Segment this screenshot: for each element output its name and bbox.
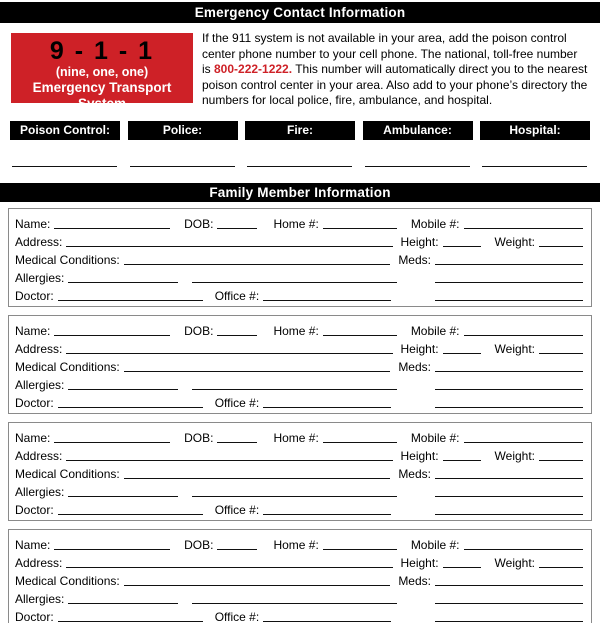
dob-write-in-line: [217, 334, 257, 336]
member-row-address: [15, 553, 583, 571]
dob-label: DOB:: [184, 323, 214, 338]
doctor-label: Doctor:: [15, 502, 54, 517]
home-phone-write-in-line: [323, 441, 397, 443]
mobile-phone-label: Mobile #:: [410, 323, 460, 338]
meds-label: Meds:: [398, 573, 431, 588]
allergies-label: Allergies:: [15, 484, 65, 499]
name-label: Name:: [15, 216, 51, 231]
member-row-doctor: [15, 393, 583, 411]
address-write-in-line: [66, 566, 392, 568]
meds-continuation-line-2: [435, 620, 583, 622]
allergies-label: Allergies:: [15, 591, 65, 606]
contact-label-hospital: Hospital:: [480, 121, 590, 140]
allergies-write-in-line-1: [68, 495, 178, 497]
emergency-contact-write-in-lines: [12, 165, 587, 167]
office-phone-label: Office #:: [214, 395, 260, 410]
meds-write-in-line: [435, 370, 583, 372]
meds-write-in-line: [435, 263, 583, 265]
instructions-text-before: If the 911 system is not available in your area, add the poison control center phone number to your cell phone. The national, toll-free number is: [202, 31, 578, 77]
dob-write-in-line: [217, 441, 257, 443]
meds-write-in-line: [435, 584, 583, 586]
allergies-write-in-line-2: [192, 602, 397, 604]
meds-label: Meds:: [398, 359, 431, 374]
height-write-in-line: [443, 459, 481, 461]
hospital-write-in-line: [482, 165, 587, 167]
member-row-medical: [15, 250, 583, 268]
poison-control-instructions-paragraph: [202, 31, 588, 109]
police-write-in-line: [130, 165, 235, 167]
member-row-allergies: [15, 482, 583, 500]
meds-write-in-line: [435, 477, 583, 479]
allergies-label: Allergies:: [15, 377, 65, 392]
allergies-write-in-line-2: [192, 388, 397, 390]
allergies-write-in-line-1: [68, 388, 178, 390]
allergies-label: Allergies:: [15, 270, 65, 285]
911-emergency-box: [11, 33, 193, 111]
mobile-phone-write-in-line: [464, 334, 583, 336]
emergency-info-section: [11, 33, 588, 109]
member-row-allergies: [15, 268, 583, 286]
weight-label: Weight:: [494, 448, 535, 463]
height-label: Height:: [400, 448, 439, 463]
office-phone-write-in-line: [263, 406, 391, 408]
weight-label: Weight:: [494, 555, 535, 570]
911-number-text: 9 - 1 - 1: [49, 37, 155, 65]
height-write-in-line: [443, 245, 481, 247]
member-row-medical: [15, 464, 583, 482]
name-write-in-line: [54, 227, 170, 229]
medical-conditions-write-in-line: [124, 584, 391, 586]
allergies-write-in-line-2: [192, 281, 397, 283]
meds-continuation-line-1: [435, 602, 583, 604]
member-row-allergies: [15, 375, 583, 393]
mobile-phone-label: Mobile #:: [410, 216, 460, 231]
weight-label: Weight:: [494, 234, 535, 249]
weight-write-in-line: [539, 566, 583, 568]
member-row-medical: [15, 571, 583, 589]
allergies-write-in-line-1: [68, 602, 178, 604]
home-phone-write-in-line: [323, 334, 397, 336]
mobile-phone-label: Mobile #:: [410, 430, 460, 445]
allergies-write-in-line-1: [68, 281, 178, 283]
family-member-block: [8, 208, 592, 307]
home-phone-label: Home #:: [273, 430, 319, 445]
member-row-doctor: [15, 286, 583, 304]
contact-label-ambulance: Ambulance:: [363, 121, 473, 140]
dob-label: DOB:: [184, 430, 214, 445]
contact-label-police: Police:: [128, 121, 238, 140]
mobile-phone-write-in-line: [464, 441, 583, 443]
address-label: Address:: [15, 234, 63, 249]
meds-continuation-line-1: [435, 495, 583, 497]
medical-conditions-write-in-line: [124, 370, 391, 372]
medical-conditions-label: Medical Conditions:: [15, 466, 120, 481]
name-write-in-line: [54, 334, 170, 336]
doctor-label: Doctor:: [15, 288, 54, 303]
mobile-phone-write-in-line: [464, 227, 583, 229]
member-row-name: [15, 535, 583, 553]
name-label: Name:: [15, 430, 51, 445]
poison-control-write-in-line: [12, 165, 117, 167]
doctor-write-in-line: [58, 299, 203, 301]
doctor-write-in-line: [58, 406, 203, 408]
weight-label: Weight:: [494, 341, 535, 356]
911-phonetic-text: (nine, one, one): [55, 65, 149, 79]
instructions-text-after: This number will automatically direct you to the nearest poison control center in your area. Also add to your phone’s directory the numbers for local police, fire, ambulance, and hospital.: [202, 62, 588, 108]
page-title: Emergency Contact Information: [0, 2, 600, 23]
office-phone-label: Office #:: [214, 609, 260, 623]
name-label: Name:: [15, 323, 51, 338]
member-row-address: [15, 232, 583, 250]
height-label: Height:: [400, 234, 439, 249]
member-row-doctor: [15, 500, 583, 518]
poison-control-phone-number: 800-222-1222.: [214, 62, 293, 77]
home-phone-label: Home #:: [273, 216, 319, 231]
weight-write-in-line: [539, 459, 583, 461]
office-phone-write-in-line: [263, 513, 391, 515]
weight-write-in-line: [539, 245, 583, 247]
family-member-block: [8, 315, 592, 414]
member-row-name: [15, 428, 583, 446]
weight-write-in-line: [539, 352, 583, 354]
address-write-in-line: [66, 459, 392, 461]
family-section-title: Family Member Information: [0, 183, 600, 202]
meds-continuation-line-1: [435, 281, 583, 283]
name-label: Name:: [15, 537, 51, 552]
name-write-in-line: [54, 441, 170, 443]
name-write-in-line: [54, 548, 170, 550]
dob-write-in-line: [217, 548, 257, 550]
meds-label: Meds:: [398, 466, 431, 481]
office-phone-label: Office #:: [214, 288, 260, 303]
member-row-allergies: [15, 589, 583, 607]
fire-write-in-line: [247, 165, 352, 167]
member-row-medical: [15, 357, 583, 375]
contact-label-fire: Fire:: [245, 121, 355, 140]
dob-label: DOB:: [184, 216, 214, 231]
height-label: Height:: [400, 555, 439, 570]
member-row-doctor: [15, 607, 583, 623]
doctor-write-in-line: [58, 620, 203, 622]
home-phone-write-in-line: [323, 227, 397, 229]
member-row-name: [15, 321, 583, 339]
height-label: Height:: [400, 341, 439, 356]
address-label: Address:: [15, 448, 63, 463]
doctor-label: Doctor:: [15, 395, 54, 410]
home-phone-label: Home #:: [273, 323, 319, 338]
meds-continuation-line-2: [435, 406, 583, 408]
member-row-name: [15, 214, 583, 232]
ambulance-write-in-line: [365, 165, 470, 167]
height-write-in-line: [443, 566, 481, 568]
medical-conditions-write-in-line: [124, 263, 391, 265]
family-member-block: [8, 422, 592, 521]
member-row-address: [15, 339, 583, 357]
family-member-block: [8, 529, 592, 623]
height-write-in-line: [443, 352, 481, 354]
office-phone-write-in-line: [263, 299, 391, 301]
home-phone-label: Home #:: [273, 537, 319, 552]
dob-write-in-line: [217, 227, 257, 229]
emergency-contact-labels-row: [10, 121, 590, 140]
meds-continuation-line-2: [435, 299, 583, 301]
office-phone-write-in-line: [263, 620, 391, 622]
contact-label-poison-control: Poison Control:: [10, 121, 120, 140]
doctor-write-in-line: [58, 513, 203, 515]
address-label: Address:: [15, 555, 63, 570]
home-phone-write-in-line: [323, 548, 397, 550]
medical-conditions-label: Medical Conditions:: [15, 573, 120, 588]
meds-continuation-line-2: [435, 513, 583, 515]
address-write-in-line: [66, 245, 392, 247]
meds-continuation-line-1: [435, 388, 583, 390]
medical-conditions-label: Medical Conditions:: [15, 359, 120, 374]
office-phone-label: Office #:: [214, 502, 260, 517]
medical-conditions-write-in-line: [124, 477, 391, 479]
doctor-label: Doctor:: [15, 609, 54, 623]
address-label: Address:: [15, 341, 63, 356]
member-row-address: [15, 446, 583, 464]
family-member-blocks-container: [8, 208, 592, 623]
mobile-phone-write-in-line: [464, 548, 583, 550]
meds-label: Meds:: [398, 252, 431, 267]
dob-label: DOB:: [184, 537, 214, 552]
medical-conditions-label: Medical Conditions:: [15, 252, 120, 267]
mobile-phone-label: Mobile #:: [410, 537, 460, 552]
address-write-in-line: [66, 352, 392, 354]
emergency-transport-system-label: Emergency Transport System: [32, 80, 172, 111]
allergies-write-in-line-2: [192, 495, 397, 497]
